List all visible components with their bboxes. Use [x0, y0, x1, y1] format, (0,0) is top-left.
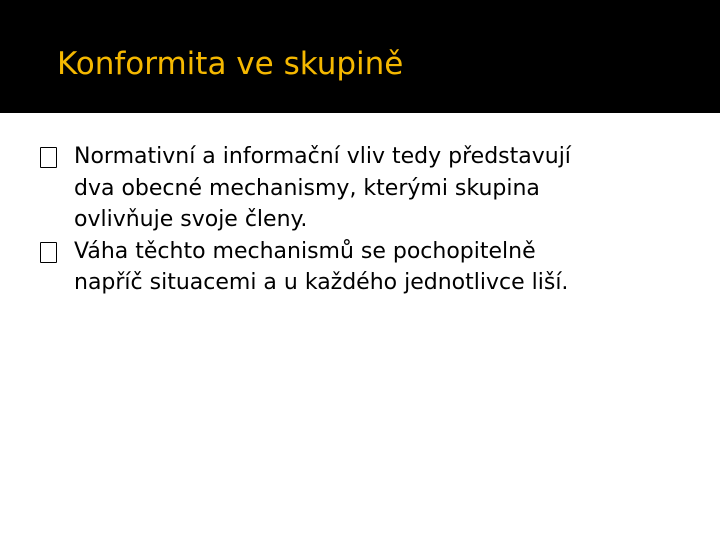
bullet-item	[40, 236, 700, 299]
bullet-text-line: ovlivňuje svoje členy.	[74, 207, 308, 232]
bullet-text-line: Váha těchto mechanismů se pochopitelně	[74, 238, 536, 264]
slide-title: Konformita ve skupině	[57, 46, 404, 82]
bullet-text-line: napříč situacemi a u každého jednotlivce liší.	[74, 270, 569, 295]
bullet-text-line: Normativní a informační vliv tedy představují	[74, 144, 571, 169]
bullet-item	[40, 141, 700, 236]
bullet-marker-icon	[40, 242, 57, 263]
bullet-list	[40, 141, 700, 299]
bullet-marker-icon	[40, 147, 57, 168]
bullet-text-line: dva obecné mechanismy, kterými skupina	[74, 175, 540, 201]
